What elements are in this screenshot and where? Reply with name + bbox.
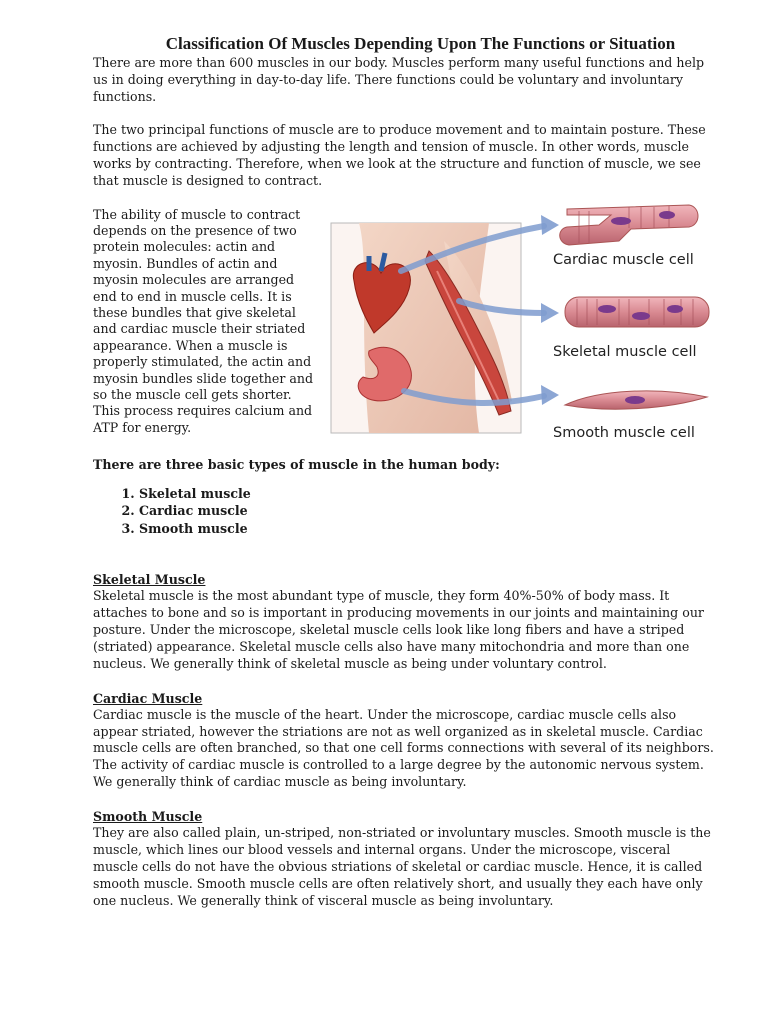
muscle-types-figure <box>329 201 713 441</box>
list-item: 3. Smooth muscle <box>139 520 718 538</box>
nucleus-icon <box>598 305 616 313</box>
skeletal-cell-label: Skeletal muscle cell <box>553 343 697 360</box>
nucleus-icon <box>667 305 683 313</box>
contraction-section <box>93 207 718 443</box>
page-title: Classification Of Muscles Depending Upon The Functions or Situation <box>165 34 676 53</box>
section-text: They are also called plain, un-striped, non-striated or involuntary muscles. Smooth muscle is the muscle, which lines our blood vessels and internal organs. Under the microscope, visceral muscle cells do not have the obvious striations of skeletal or cardiac muscle. Hence, it is called smooth muscle. Smooth muscle cells are often relatively short, and usually they each have only one nucleus. We generally think of visceral muscle as being involuntary. <box>93 825 711 908</box>
section-text: Cardiac muscle is the muscle of the heart. Under the microscope, cardiac muscle cells also appear striated, however the striations are not as well organized as in skeletal muscle. Cardiac muscle cells are often branched, so that one cell forms connections with several of its neighbors. The activity of cardiac muscle is controlled to a large degree by the autonomic nervous system. We generally think of cardiac muscle as being involuntary. <box>93 706 714 790</box>
nucleus-icon <box>632 312 650 320</box>
section-text: Skeletal muscle is the most abundant type of muscle, they form 40%-50% of body mass. It attaches to bone and so is important in producing movements in our joints and maintaining our posture. Under the microscope, skeletal muscle cells look like long fibers and have a striped (striated) appearance. Skeletal muscle cells also have many mitochondria and more than one nucleus. We generally think of skeletal muscle as being under voluntary control. <box>93 588 704 671</box>
section-heading: Cardiac Muscle <box>93 690 203 706</box>
smooth-muscle-cell-illustration <box>565 390 707 408</box>
cardiac-muscle-section <box>93 690 718 792</box>
contraction-paragraph: The ability of muscle to contract depends on the presence of two protein molecules: actin and myosin. Bundles of actin and myosin molecules are arranged end to end in muscle cells. It is these bundles that give skeletal and cardiac muscle their striated appearance. When a muscle is properly stimulated, the actin and myosin bundles slide together and so the muscle cell gets shorter. This process requires calcium and ATP for energy. <box>93 206 314 435</box>
skeletal-muscle-section <box>93 571 718 673</box>
cardiac-cell-label: Cardiac muscle cell <box>553 251 694 268</box>
smooth-muscle-section <box>93 808 718 910</box>
smooth-cell-label: Smooth muscle cell <box>553 424 695 441</box>
cardiac-muscle-cell-illustration <box>560 205 698 245</box>
document-page <box>93 34 718 910</box>
muscle-types-heading: There are three basic types of muscle in the human body: <box>93 456 500 472</box>
list-item: 2. Cardiac muscle <box>139 502 718 520</box>
skeletal-muscle-cell-illustration <box>565 297 709 327</box>
nucleus-icon <box>625 396 645 404</box>
nucleus-icon <box>659 211 675 219</box>
muscle-types-list <box>93 485 718 538</box>
principal-functions-paragraph: The two principal functions of muscle are to produce movement and to maintain posture. These functions are achieved by adjusting the length and tension of muscle. In other words, muscle works by contracting. Therefore, when we look at the structure and function of muscle, we see that muscle is designed to contract. <box>93 122 706 188</box>
list-item: 1. Skeletal muscle <box>139 485 718 503</box>
nucleus-icon <box>611 217 631 225</box>
section-heading: Skeletal Muscle <box>93 572 206 588</box>
section-heading: Smooth Muscle <box>93 809 203 825</box>
intro-paragraph: There are more than 600 muscles in our body. Muscles perform many useful functions and help us in doing everything in day-to-day life. There functions could be voluntary and involuntary functions. <box>93 55 705 104</box>
